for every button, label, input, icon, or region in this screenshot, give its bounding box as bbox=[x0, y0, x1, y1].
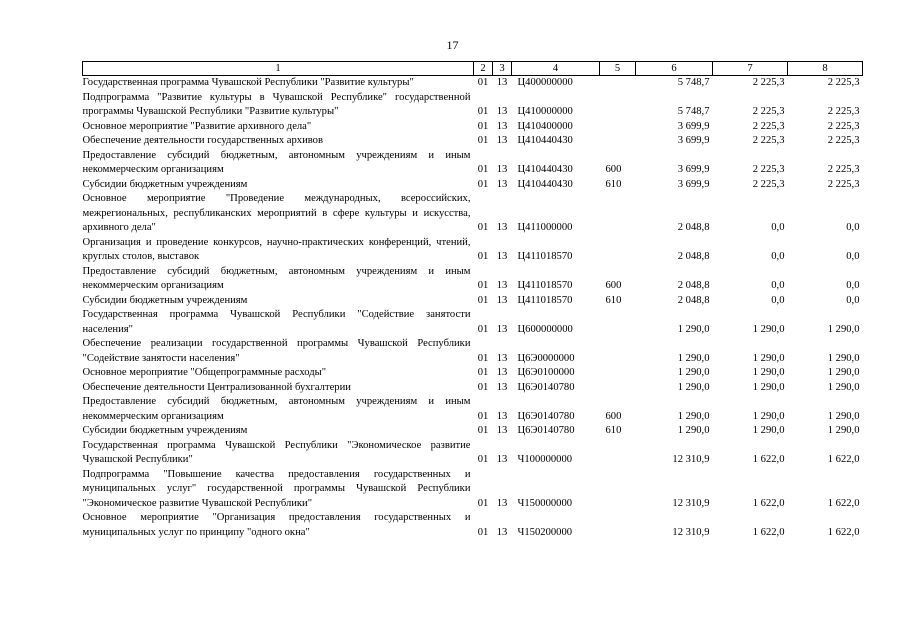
row-section: 01 bbox=[477, 178, 489, 190]
page-number: 17 bbox=[446, 38, 459, 52]
row-amount-year3: 1 290,0 bbox=[827, 352, 860, 364]
row-target-article: Ч150000000 bbox=[517, 497, 573, 509]
table-row bbox=[83, 337, 863, 366]
row-amount-year3: 0,0 bbox=[846, 280, 860, 291]
row-amount-year1: 2 048,8 bbox=[677, 251, 710, 262]
row-amount-year1: 3 699,9 bbox=[677, 178, 710, 190]
row-name: Обеспечение деятельности Централизованной бухгалтерии bbox=[82, 381, 351, 393]
row-expense-type bbox=[600, 91, 636, 120]
row-section: 01 bbox=[477, 135, 489, 146]
row-target-article: Ц6Э0100000 bbox=[517, 367, 575, 378]
header-cell-6: 6 bbox=[636, 62, 713, 76]
row-amount-year3: 2 225,3 bbox=[827, 120, 860, 132]
row-amount-year2: 0,0 bbox=[771, 280, 785, 291]
row-expense-type: 600 bbox=[605, 410, 622, 422]
row-name: Государственная программа Чувашской Республики "Развитие культуры" bbox=[82, 77, 414, 88]
row-subsection: 13 bbox=[496, 120, 508, 132]
row-section: 01 bbox=[477, 106, 489, 117]
row-expense-type bbox=[600, 76, 636, 91]
row-amount-year1: 5 748,7 bbox=[677, 106, 710, 117]
row-name: Предоставление субсидий бюджетным, автономным учреждениям и иным некоммерческим организациям bbox=[82, 396, 471, 422]
row-expense-type bbox=[600, 468, 636, 512]
row-expense-type bbox=[600, 236, 636, 265]
row-amount-year2: 1 290,0 bbox=[752, 323, 785, 335]
row-amount-year3: 1 290,0 bbox=[827, 410, 860, 422]
row-amount-year3: 2 225,3 bbox=[827, 178, 860, 190]
row-expense-type bbox=[600, 337, 636, 366]
row-target-article: Ц410400000 bbox=[517, 120, 573, 132]
row-name: Государственная программа Чувашской Республики "Содействие занятости населения" bbox=[82, 309, 471, 335]
row-amount-year3: 2 225,3 bbox=[827, 164, 860, 175]
budget-table bbox=[82, 61, 863, 540]
row-subsection: 13 bbox=[496, 454, 508, 465]
row-expense-type bbox=[600, 381, 636, 396]
row-subsection: 13 bbox=[496, 164, 508, 175]
row-subsection: 13 bbox=[496, 410, 508, 422]
row-subsection: 13 bbox=[496, 294, 508, 306]
row-section: 01 bbox=[477, 280, 489, 291]
table-row bbox=[83, 149, 863, 178]
table-row bbox=[83, 236, 863, 265]
row-name: Основное мероприятие "Развитие архивного дела" bbox=[82, 120, 312, 132]
table-row bbox=[83, 308, 863, 337]
row-target-article: Ц410000000 bbox=[517, 106, 573, 117]
header-cell-4: 4 bbox=[512, 62, 600, 76]
row-expense-type bbox=[600, 192, 636, 236]
row-name: Основное мероприятие "Проведение международных, всероссийских, межрегиональных, республиканских мероприятий в сфере культуры и искусства, архивного дела" bbox=[82, 193, 471, 233]
row-amount-year1: 1 290,0 bbox=[677, 410, 710, 422]
row-subsection: 13 bbox=[496, 323, 508, 335]
table-row bbox=[83, 395, 863, 424]
row-amount-year3: 1 290,0 bbox=[827, 425, 860, 436]
header-row bbox=[83, 62, 863, 76]
row-amount-year1: 2 048,8 bbox=[677, 294, 710, 306]
row-name: Основное мероприятие "Общепрограммные расходы" bbox=[82, 367, 327, 378]
row-name: Подпрограмма "Развитие культуры в Чувашской Республике" государственной программы Чувашской Республики "Развитие культуры" bbox=[82, 91, 471, 117]
row-amount-year3: 1 290,0 bbox=[827, 323, 860, 335]
row-section: 01 bbox=[477, 367, 489, 378]
row-name: Организация и проведение конкурсов, научно-практических конференций, чтений, круглых столов, выставок bbox=[82, 236, 471, 262]
row-amount-year2: 0,0 bbox=[771, 294, 785, 306]
row-amount-year1: 2 048,8 bbox=[677, 280, 710, 291]
row-amount-year1: 2 048,8 bbox=[677, 222, 710, 233]
table-row bbox=[83, 381, 863, 396]
row-amount-year3: 2 225,3 bbox=[827, 106, 860, 117]
table-row bbox=[83, 91, 863, 120]
row-expense-type: 610 bbox=[605, 178, 622, 190]
table-row bbox=[83, 294, 863, 309]
row-name: Обеспечение реализации государственной программы Чувашской Республики "Содействие занятости населения" bbox=[82, 338, 471, 364]
table-row bbox=[83, 439, 863, 468]
row-expense-type bbox=[600, 120, 636, 135]
row-amount-year2: 1 622,0 bbox=[752, 454, 785, 465]
row-subsection: 13 bbox=[496, 381, 508, 393]
row-target-article: Ц6Э0140780 bbox=[517, 381, 575, 393]
row-target-article: Ц410440430 bbox=[517, 164, 573, 175]
header-cell-8: 8 bbox=[788, 62, 863, 76]
row-section: 01 bbox=[477, 425, 489, 436]
header-cell-1: 1 bbox=[83, 62, 474, 76]
row-amount-year1: 1 290,0 bbox=[677, 323, 710, 335]
row-target-article: Ц600000000 bbox=[517, 323, 573, 335]
row-subsection: 13 bbox=[496, 251, 508, 262]
row-amount-year2: 2 225,3 bbox=[752, 135, 785, 146]
row-subsection: 13 bbox=[496, 77, 508, 88]
row-subsection: 13 bbox=[496, 280, 508, 291]
row-section: 01 bbox=[477, 323, 489, 335]
row-amount-year1: 5 748,7 bbox=[677, 77, 710, 88]
row-expense-type: 610 bbox=[605, 294, 622, 306]
row-amount-year1: 12 310,9 bbox=[672, 497, 710, 509]
row-amount-year1: 1 290,0 bbox=[677, 367, 710, 378]
row-expense-type bbox=[600, 134, 636, 149]
row-subsection: 13 bbox=[496, 222, 508, 233]
row-expense-type bbox=[600, 511, 636, 540]
row-amount-year3: 0,0 bbox=[846, 222, 860, 233]
row-amount-year3: 1 290,0 bbox=[827, 367, 860, 378]
table-row bbox=[83, 511, 863, 540]
row-section: 01 bbox=[477, 381, 489, 393]
row-section: 01 bbox=[477, 497, 489, 509]
header-cell-5: 5 bbox=[600, 62, 636, 76]
row-amount-year1: 12 310,9 bbox=[672, 454, 710, 465]
row-amount-year3: 1 290,0 bbox=[827, 381, 860, 393]
table-header bbox=[83, 62, 863, 76]
row-amount-year1: 3 699,9 bbox=[677, 135, 710, 146]
row-amount-year1: 12 310,9 bbox=[672, 526, 710, 538]
header-cell-3: 3 bbox=[493, 62, 512, 76]
row-amount-year3: 1 622,0 bbox=[827, 526, 860, 538]
row-amount-year1: 1 290,0 bbox=[677, 352, 710, 364]
row-amount-year2: 0,0 bbox=[771, 222, 785, 233]
row-target-article: Ц410440430 bbox=[517, 135, 573, 146]
row-name: Государственная программа Чувашской Республики "Экономическое развитие Чувашской Республики" bbox=[82, 439, 471, 465]
row-amount-year1: 1 290,0 bbox=[677, 425, 710, 436]
row-amount-year3: 2 225,3 bbox=[827, 135, 860, 146]
table-row bbox=[83, 265, 863, 294]
row-expense-type bbox=[600, 439, 636, 468]
row-subsection: 13 bbox=[496, 352, 508, 364]
row-section: 01 bbox=[477, 77, 489, 88]
row-expense-type: 600 bbox=[605, 280, 622, 291]
row-amount-year2: 1 290,0 bbox=[752, 367, 785, 378]
row-amount-year2: 2 225,3 bbox=[752, 106, 785, 117]
row-section: 01 bbox=[477, 410, 489, 422]
row-amount-year2: 1 622,0 bbox=[752, 497, 785, 509]
row-target-article: Ч100000000 bbox=[517, 454, 573, 465]
table-row bbox=[83, 192, 863, 236]
row-target-article: Ц6Э0000000 bbox=[517, 352, 575, 364]
table-row bbox=[83, 366, 863, 381]
row-expense-type bbox=[600, 308, 636, 337]
table-row bbox=[83, 178, 863, 193]
row-amount-year2: 2 225,3 bbox=[752, 120, 785, 132]
row-amount-year2: 1 622,0 bbox=[752, 526, 785, 538]
row-target-article: Ц411018570 bbox=[517, 251, 573, 262]
row-target-article: Ц400000000 bbox=[517, 77, 573, 88]
row-amount-year3: 0,0 bbox=[846, 294, 860, 306]
row-subsection: 13 bbox=[496, 526, 508, 538]
row-amount-year2: 2 225,3 bbox=[752, 77, 785, 88]
row-name: Основное мероприятие "Организация предоставления государственных и муниципальных услуг по принципу "одного окна" bbox=[82, 512, 471, 538]
row-name: Субсидии бюджетным учреждениям bbox=[82, 425, 248, 436]
row-name: Предоставление субсидий бюджетным, автономным учреждениям и иным некоммерческим организациям bbox=[82, 149, 471, 175]
row-amount-year2: 0,0 bbox=[771, 251, 785, 262]
row-target-article: Ц411018570 bbox=[517, 280, 573, 291]
row-amount-year3: 1 622,0 bbox=[827, 497, 860, 509]
row-expense-type: 610 bbox=[605, 425, 622, 436]
table-row bbox=[83, 424, 863, 439]
row-target-article: Ц411000000 bbox=[517, 222, 573, 233]
row-amount-year2: 1 290,0 bbox=[752, 381, 785, 393]
header-cell-2: 2 bbox=[474, 62, 493, 76]
row-amount-year2: 1 290,0 bbox=[752, 425, 785, 436]
row-amount-year3: 2 225,3 bbox=[827, 77, 860, 88]
row-name: Субсидии бюджетным учреждениям bbox=[82, 294, 248, 306]
row-amount-year1: 3 699,9 bbox=[677, 164, 710, 175]
row-subsection: 13 bbox=[496, 135, 508, 146]
row-section: 01 bbox=[477, 222, 489, 233]
table-row bbox=[83, 468, 863, 512]
row-target-article: Ч150200000 bbox=[517, 526, 573, 538]
row-target-article: Ц6Э0140780 bbox=[517, 410, 575, 422]
row-amount-year2: 2 225,3 bbox=[752, 164, 785, 175]
row-name: Предоставление субсидий бюджетным, автономным учреждениям и иным некоммерческим организациям bbox=[82, 265, 471, 291]
row-expense-type: 600 bbox=[605, 164, 622, 175]
row-amount-year3: 0,0 bbox=[846, 251, 860, 262]
row-name: Субсидии бюджетным учреждениям bbox=[82, 178, 248, 190]
row-section: 01 bbox=[477, 352, 489, 364]
row-amount-year2: 1 290,0 bbox=[752, 352, 785, 364]
row-target-article: Ц410440430 bbox=[517, 178, 573, 190]
row-name: Обеспечение деятельности государственных архивов bbox=[82, 135, 323, 146]
row-target-article: Ц411018570 bbox=[517, 294, 573, 306]
row-amount-year2: 1 290,0 bbox=[752, 410, 785, 422]
row-section: 01 bbox=[477, 294, 489, 306]
row-subsection: 13 bbox=[496, 178, 508, 190]
row-amount-year3: 1 622,0 bbox=[827, 454, 860, 465]
row-amount-year1: 3 699,9 bbox=[677, 120, 710, 132]
row-subsection: 13 bbox=[496, 497, 508, 509]
row-target-article: Ц6Э0140780 bbox=[517, 425, 575, 436]
row-section: 01 bbox=[477, 526, 489, 538]
header-cell-7: 7 bbox=[713, 62, 788, 76]
row-amount-year1: 1 290,0 bbox=[677, 381, 710, 393]
row-amount-year2: 2 225,3 bbox=[752, 178, 785, 190]
row-name: Подпрограмма "Повышение качества предоставления государственных и муниципальных услуг" государственной программы Чувашской Республики "Экономическое развитие Чувашской Республики" bbox=[82, 468, 471, 509]
row-section: 01 bbox=[477, 120, 489, 132]
row-subsection: 13 bbox=[496, 367, 508, 378]
table-row bbox=[83, 134, 863, 149]
row-subsection: 13 bbox=[496, 106, 508, 117]
row-subsection: 13 bbox=[496, 425, 508, 436]
row-expense-type bbox=[600, 366, 636, 381]
row-section: 01 bbox=[477, 454, 489, 465]
table-row bbox=[83, 120, 863, 135]
row-section: 01 bbox=[477, 251, 489, 262]
row-section: 01 bbox=[477, 164, 489, 175]
table-body bbox=[83, 76, 863, 541]
table-row bbox=[83, 76, 863, 91]
